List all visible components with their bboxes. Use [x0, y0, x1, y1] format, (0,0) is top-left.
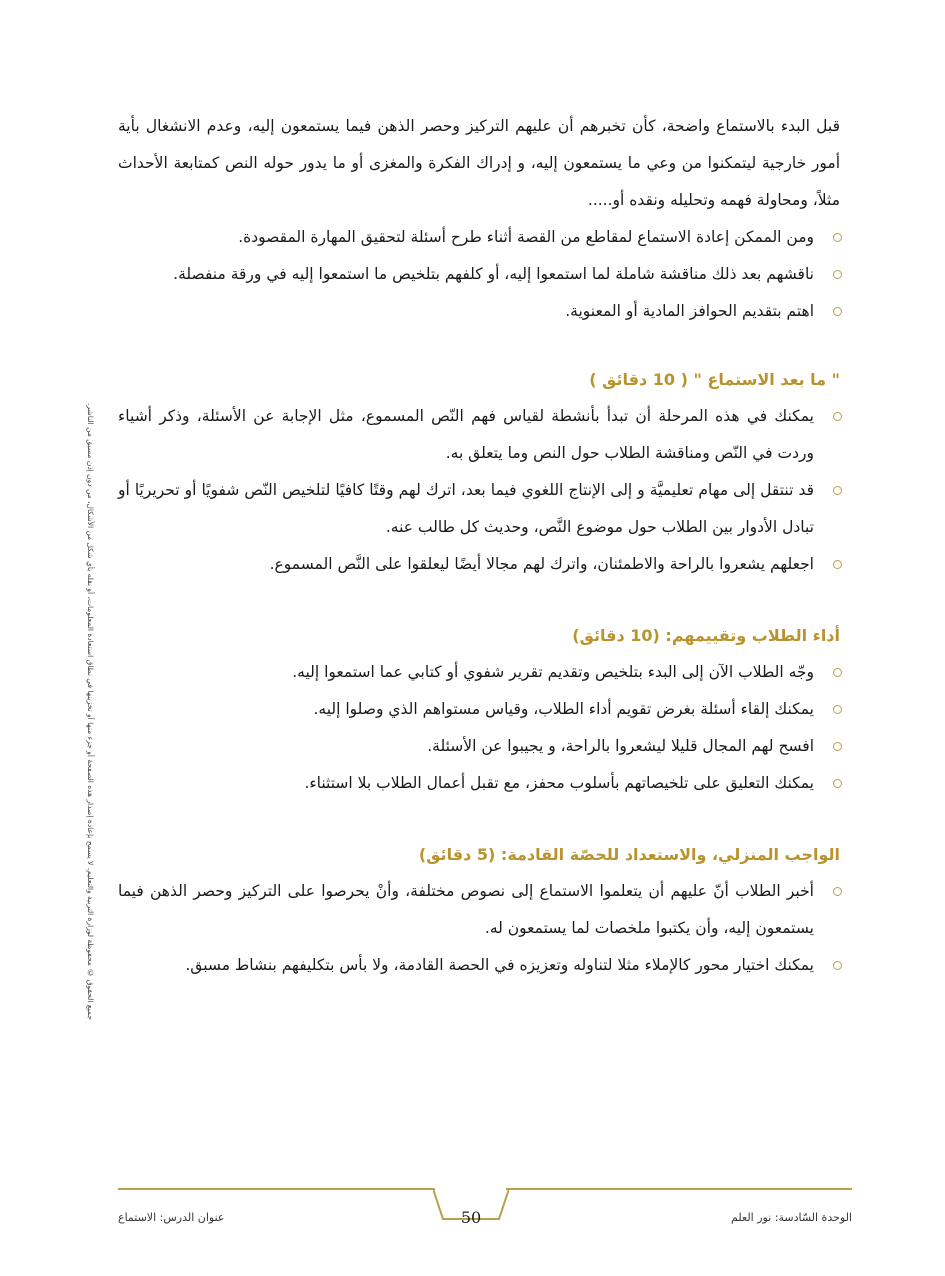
bullet-icon: [833, 705, 842, 714]
list-item: أخبر الطلاب أنّ عليهم أن يتعلموا الاستماع إلى نصوص مختلفة، وأنْ يحرصوا على التركيز وحصر الذهن فيما يستمعون إليه، وأن يكتبوا ملخصات لما يستمعون له.: [118, 873, 840, 947]
intro-paragraph: قبل البدء بالاستماع واضحة، كأن تخبرهم أن عليهم التركيز وحصر الذهن فيما يستمعون إليه، وعدم الانشغال بأية أمور خارجية ليتمكنوا من وعي ما يستمعون إليه، و إدراك الفكرة والمغزى أو ما يدور حوله النص كمتابعة الأحداث مثلاً، ومحاولة فهمه وتحليله ونقده أو.....: [118, 117, 840, 209]
bullet-icon: [833, 961, 842, 970]
bullet-icon: [833, 233, 842, 242]
list-item: اهتم بتقديم الحوافز المادية أو المعنوية.: [118, 293, 840, 330]
list-item: وجّه الطلاب الآن إلى البدء بتلخيص وتقديم تقرير شفوي أو كتابي عما استمعوا إليه.: [118, 654, 840, 691]
list-item: افسح لهم المجال قليلا ليشعروا بالراحة، و يجيبوا عن الأسئلة.: [118, 728, 840, 765]
footer-rule-right: [506, 1188, 852, 1190]
list-item: قد تنتقل إلى مهام تعليميَّة و إلى الإنتاج اللغوي فيما بعد، اترك لهم وقتًا كافيًا لتلخيص النّص شفويًا أو تحريريًا أو تبادل الأدوار بين الطلاب حول موضوع النَّص، وحديث كل طالب عنه.: [118, 472, 840, 546]
bullet-icon: [833, 742, 842, 751]
footer-unit-title: الوحدة السّادسة: نور العلم: [731, 1211, 852, 1224]
list-item: يمكنك إلقاء أسئلة بغرض تقويم أداء الطلاب، وقياس مستواهم الذي وصلوا إليه.: [118, 691, 840, 728]
section-heading-after-listening: " ما بعد الاستماع " ( 10 دقائق ): [589, 370, 840, 389]
list-item: يمكنك اختيار محور كالإملاء مثلا لتناوله وتعزيزه في الحصة القادمة، ولا بأس بتكليفهم بنشاط مسبق.: [118, 947, 840, 984]
bullet-icon: [833, 486, 842, 495]
list-item: ومن الممكن إعادة الاستماع لمقاطع من القصة أثناء طرح أسئلة لتحقيق المهارة المقصودة.: [118, 219, 840, 256]
bullet-icon: [833, 887, 842, 896]
list-item: يمكنك التعليق على تلخيصاتهم بأسلوب محفز، مع تقبل أعمال الطلاب بلا استثناء.: [118, 765, 840, 802]
bullet-list-3: [118, 654, 840, 802]
bullet-icon: [833, 307, 842, 316]
bullet-list-2: [118, 398, 840, 583]
section-heading-homework: الواجب المنزلي، والاستعداد للحصّة القادمة: (5 دقائق): [418, 845, 840, 864]
page-number: 50: [460, 1208, 482, 1227]
bullet-icon: [833, 412, 842, 421]
bullet-list-4: [118, 873, 840, 984]
list-item: ناقشهم بعد ذلك مناقشة شاملة لما استمعوا إليه، أو كلفهم بتلخيص ما استمعوا إليه في ورقة منفصلة.: [118, 256, 840, 293]
bullet-icon: [833, 668, 842, 677]
bullet-icon: [833, 270, 842, 279]
bullet-icon: [833, 779, 842, 788]
copyright-notice: جميع الحقوق © محفوظة لوزارة التربية والتعليم. لا يسمح بإعادة إصدار هذه الصفحة أو جزء منها أو تخزينها في نطاق استعادة المعلومات، أو نقله بأي شكل من الأشكال، من دون إذن مسبق من الناشر.: [86, 402, 95, 1020]
list-item: اجعلهم يشعروا بالراحة والاطمئنان، واترك لهم مجالا أيضًا ليعلقوا على النَّص المسموع.: [118, 546, 840, 583]
main-content: [118, 108, 840, 984]
footer-lesson-title: عنوان الدرس: الاستماع: [118, 1211, 225, 1224]
list-item: يمكنك في هذه المرحلة أن تبدأ بأنشطة لقياس فهم النّص المسموع، مثل الإجابة عن الأسئلة، وذكر أشياء وردت في النّص ومناقشة الطلاب حول النص وما يتعلق به.: [118, 398, 840, 472]
footer-rule-left: [118, 1188, 435, 1190]
bullet-icon: [833, 560, 842, 569]
bullet-list-1: [118, 219, 840, 330]
section-heading-student-assessment: أداء الطلاب وتقييمهم: (10 دقائق): [572, 626, 840, 645]
